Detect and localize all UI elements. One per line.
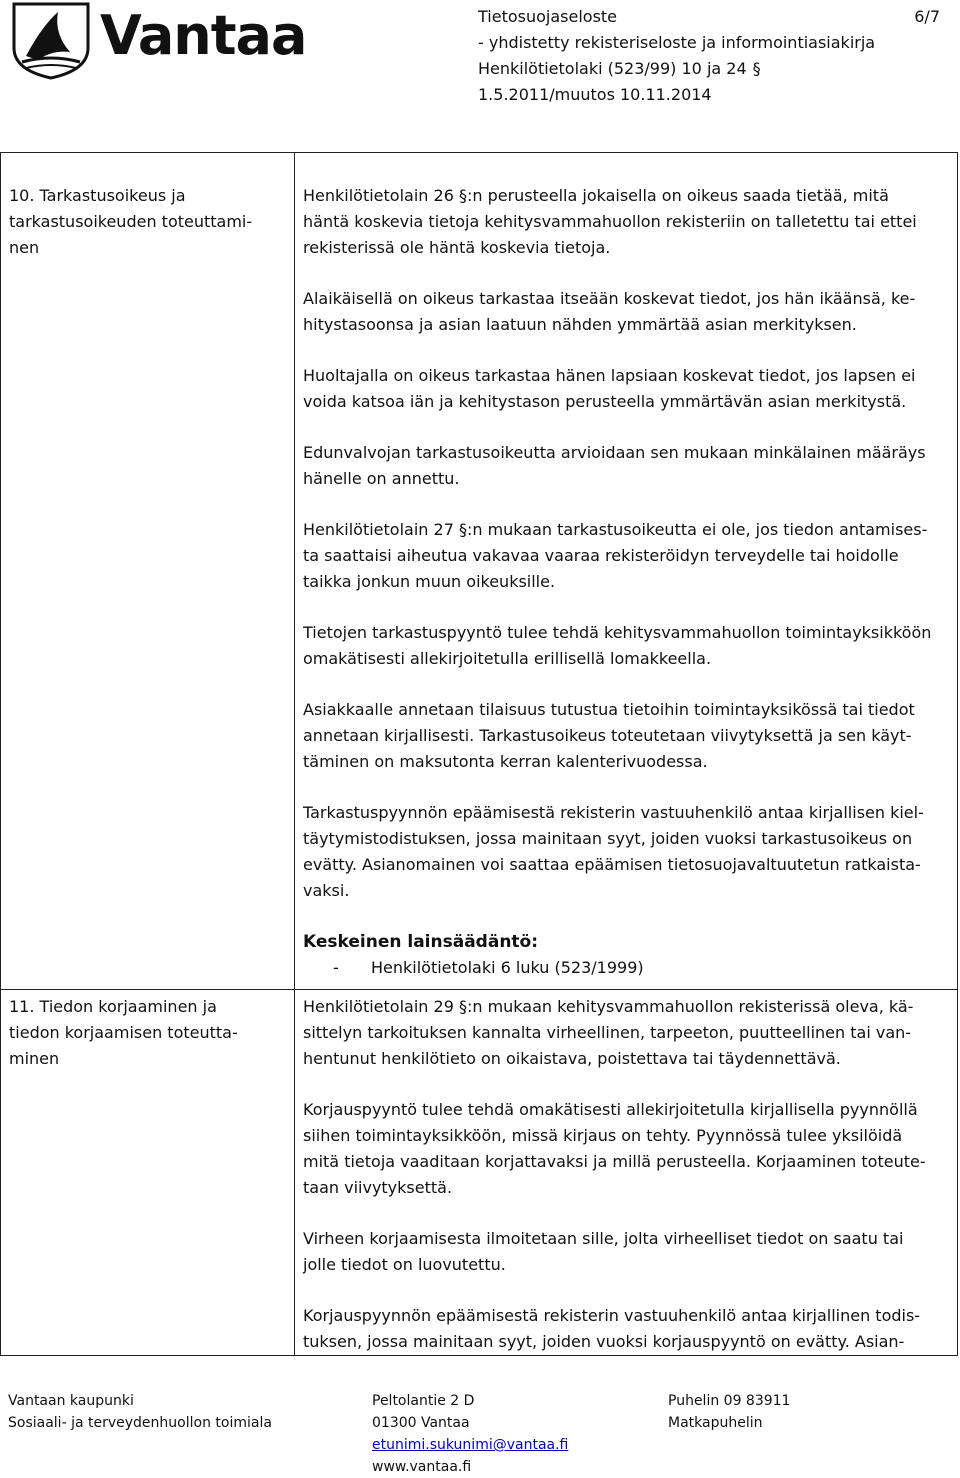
label-line: nen	[9, 238, 40, 257]
label-line: 11. Tiedon korjaaminen ja	[9, 997, 217, 1016]
text-line: Korjauspyynnön epäämisestä rekisterin vastuuhenkilö antaa kirjallinen todis-	[303, 1306, 921, 1325]
table-row	[1, 153, 958, 990]
text-line: Henkilötietolain 29 §:n mukaan kehitysvammahuollon rekisterissä oleva, kä-	[303, 997, 914, 1016]
text-line: tuksen, jossa mainitaan syyt, joiden vuoksi korjauspyyntö on evätty. Asian-	[303, 1332, 905, 1351]
section-content	[295, 990, 958, 1356]
document-header	[478, 4, 948, 108]
text-line: vaksi.	[303, 881, 350, 900]
doc-title: Tietosuojaseloste	[478, 7, 618, 26]
section-label	[1, 153, 295, 990]
website-link[interactable]: www.vantaa.fi	[372, 1459, 472, 1475]
section-content	[295, 153, 958, 990]
law-list-item	[303, 955, 945, 981]
text-line: Virheen korjaamisesta ilmoitetaan sille, jolta virheelliset tiedot on saatu tai	[303, 1229, 904, 1248]
paragraph	[303, 1097, 945, 1201]
text-line: Asiakkaalle annetaan tilaisuus tutustua tietoihin toimintayksikössä tai tiedot	[303, 700, 915, 719]
text-line: voida katsoa iän ja kehitystason perusteella ymmärtävän asian merkitystä.	[303, 392, 907, 411]
content-table	[0, 152, 958, 1356]
law-heading: Keskeinen lainsäädäntö:	[303, 932, 539, 952]
footer-org	[8, 1390, 272, 1434]
text-line: täytymistodistuksen, jossa mainitaan syyt, joiden vuoksi tarkastusoikeus on	[303, 829, 913, 848]
text-line: hitystasoonsa ja asian laatuun nähden ymmärtää asian merkityksen.	[303, 315, 857, 334]
paragraph	[303, 1226, 945, 1278]
paragraph	[303, 440, 945, 492]
logo-wordmark: Vantaa	[100, 4, 307, 67]
text-line: rekisterissä ole häntä koskevia tietoja.	[303, 238, 611, 257]
text-line: Edunvalvojan tarkastusoikeutta arvioidaan sen mukaan minkälainen määräys	[303, 443, 926, 462]
email-link[interactable]: etunimi.sukunimi@vantaa.fi	[372, 1437, 569, 1453]
label-line: 10. Tarkastusoikeus ja	[9, 186, 186, 205]
footer-line: Peltolantie 2 D	[372, 1393, 475, 1409]
paragraph	[303, 994, 945, 1072]
text-line: Huoltajalla on oikeus tarkastaa hänen lapsiaan koskevat tiedot, jos lapsen ei	[303, 366, 916, 385]
text-line: häntä koskevia tietoja kehitysvammahuollon rekisteriin on talletettu tai ettei	[303, 212, 917, 231]
text-line: Henkilötietolain 27 §:n mukaan tarkastusoikeutta ei ole, jos tiedon antamises-	[303, 520, 928, 539]
label-line: tarkastusoikeuden toteuttami-	[9, 212, 253, 231]
text-line: täminen on maksutonta kerran kalenterivuodessa.	[303, 752, 708, 771]
table-row	[1, 990, 958, 1356]
section-label	[1, 990, 295, 1356]
text-line: Tarkastuspyynnön epäämisestä rekisterin vastuuhenkilö antaa kirjallisen kiel-	[303, 803, 924, 822]
doc-date: 1.5.2011/muutos 10.11.2014	[478, 85, 712, 104]
paragraph	[303, 697, 945, 775]
text-line: evätty. Asianomainen voi saattaa epäämisen tietosuojavaltuutetun ratkaista-	[303, 855, 921, 874]
text-line: ta saattaisi aiheutua vakavaa vaaraa rekisteröidyn terveydelle tai hoidolle	[303, 546, 899, 565]
law-item-text: Henkilötietolaki 6 luku (523/1999)	[371, 958, 644, 977]
paragraph	[303, 620, 945, 672]
label-line: minen	[9, 1049, 60, 1068]
paragraph	[303, 363, 945, 415]
section-mark: §	[752, 59, 761, 78]
text-line: sittelyn tarkoituksen kannalta virheellinen, tarpeeton, puutteellinen tai van-	[303, 1023, 912, 1042]
text-line: Tietojen tarkastuspyyntö tulee tehdä kehitysvammahuollon toimintayksikköön	[303, 623, 932, 642]
list-dash: -	[333, 958, 339, 977]
paragraph	[303, 286, 945, 338]
text-line: annetaan kirjallisesti. Tarkastusoikeus toteutetaan viivytyksettä ja sen käyt-	[303, 726, 912, 745]
footer-line: 01300 Vantaa	[372, 1415, 470, 1431]
page-number: 6/7	[914, 7, 940, 26]
footer-line: Sosiaali- ja terveydenhuollon toimiala	[8, 1415, 272, 1431]
text-line: Korjauspyyntö tulee tehdä omakätisesti allekirjoitetulla kirjallisella pyynnöllä	[303, 1100, 918, 1119]
footer-line: Puhelin 09 83911	[668, 1393, 791, 1409]
text-line: hänelle on annettu.	[303, 469, 460, 488]
text-line: hentunut henkilötieto on oikaistava, poistettava tai täydennettävä.	[303, 1049, 841, 1068]
footer-line: Matkapuhelin	[668, 1415, 763, 1431]
paragraph	[303, 1303, 945, 1355]
text-line: omakätisesti allekirjoitetulla erillisellä lomakkeella.	[303, 649, 712, 668]
text-line: taan viivytyksettä.	[303, 1178, 453, 1197]
text-line: Alaikäisellä on oikeus tarkastaa itseään koskevat tiedot, jos hän ikäänsä, ke-	[303, 289, 916, 308]
text-line: taikka jonkun muun oikeuksille.	[303, 572, 556, 591]
vantaa-logo	[8, 0, 307, 80]
footer-address	[372, 1390, 568, 1478]
text-line: mitä tietoja vaaditaan korjattavaksi ja millä perusteella. Korjaaminen toteute-	[303, 1152, 926, 1171]
footer-line: Vantaan kaupunki	[8, 1393, 134, 1409]
coat-of-arms-icon	[8, 0, 94, 80]
doc-subtitle: - yhdistetty rekisteriseloste ja informointiasiakirja	[478, 33, 876, 52]
doc-law-ref	[478, 56, 948, 82]
paragraph	[303, 183, 945, 261]
label-line: tiedon korjaamisen toteutta-	[9, 1023, 238, 1042]
text-line: jolle tiedot on luovutettu.	[303, 1255, 506, 1274]
text-line: siihen toimintayksikköön, missä kirjaus on tehty. Pyynnössä tulee yksilöidä	[303, 1126, 903, 1145]
paragraph	[303, 800, 945, 904]
footer-phone	[668, 1390, 790, 1434]
paragraph	[303, 517, 945, 595]
doc-law-ref-text: Henkilötietolaki (523/99) 10 ja 24	[478, 59, 747, 78]
text-line: Henkilötietolain 26 §:n perusteella jokaisella on oikeus saada tietää, mitä	[303, 186, 889, 205]
